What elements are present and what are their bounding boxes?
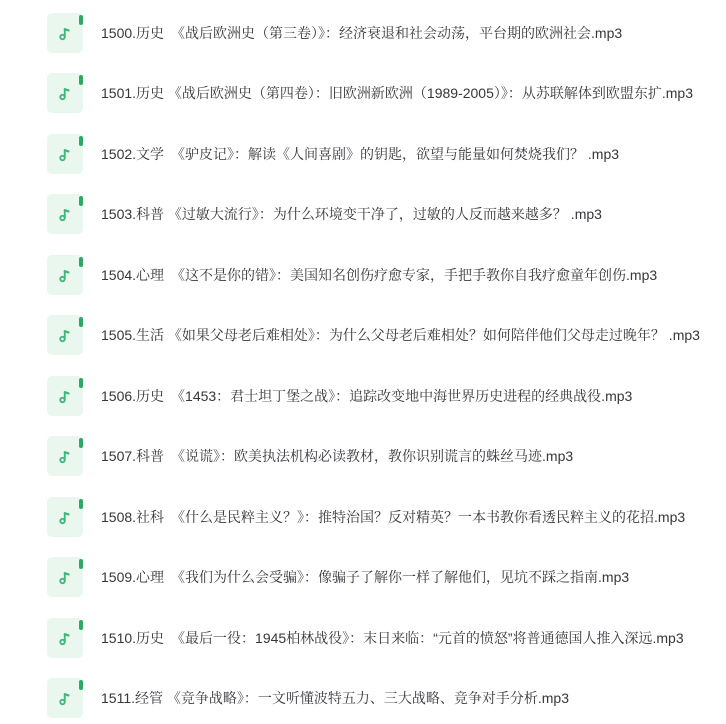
audio-file-icon [47, 255, 83, 295]
list-item[interactable] [47, 608, 726, 669]
file-name: 1508.社科 《什么是民粹主义？》：推特治国？反对精英？一本书教你看透民粹主义的花招.mp3 [101, 508, 686, 525]
file-corner-tab [79, 317, 83, 327]
music-note-icon [55, 688, 75, 708]
audio-file-icon [47, 497, 83, 537]
file-corner-tab [79, 499, 83, 509]
music-note-icon [55, 567, 75, 587]
audio-file-icon [47, 678, 83, 718]
file-name: 1502.文学 《驴皮记》：解读《人间喜剧》的钥匙，欲望与能量如何焚烧我们？ .mp3 [101, 145, 620, 162]
music-note-icon [55, 386, 75, 406]
list-item[interactable] [47, 426, 726, 487]
file-name: 1511.经管 《竞争战略》：一文听懂波特五力、三大战略、竞争对手分析.mp3 [101, 690, 570, 707]
list-item[interactable] [47, 668, 726, 724]
audio-file-icon [47, 194, 83, 234]
file-corner-tab [79, 620, 83, 630]
file-corner-tab [79, 75, 83, 85]
file-corner-tab [79, 196, 83, 206]
music-note-icon [55, 265, 75, 285]
music-note-icon [55, 23, 75, 43]
audio-file-icon [47, 13, 83, 53]
music-note-icon [55, 507, 75, 527]
list-item[interactable] [47, 547, 726, 608]
file-name: 1500.历史 《战后欧洲史（第三卷）》：经济衰退和社会动荡，平台期的欧洲社会.mp3 [101, 24, 623, 41]
music-note-icon [55, 204, 75, 224]
file-name: 1504.心理 《这不是你的错》：美国知名创伤疗愈专家，手把手教你自我疗愈童年创伤.mp3 [101, 266, 658, 283]
audio-file-icon [47, 436, 83, 476]
file-corner-tab [79, 438, 83, 448]
list-item[interactable] [47, 366, 726, 427]
file-corner-tab [79, 680, 83, 690]
file-name: 1501.历史 《战后欧洲史（第四卷）：旧欧洲新欧洲（1989-2005）》：从苏联解体到欧盟东扩.mp3 [101, 85, 693, 102]
music-note-icon [55, 446, 75, 466]
file-corner-tab [79, 378, 83, 388]
music-note-icon [55, 83, 75, 103]
list-item[interactable] [47, 124, 726, 185]
file-corner-tab [79, 136, 83, 146]
audio-file-icon [47, 557, 83, 597]
audio-file-icon [47, 73, 83, 113]
list-item[interactable] [47, 245, 726, 306]
file-name: 1506.历史 《1453：君士坦丁堡之战》：追踪改变地中海世界历史进程的经典战役.mp3 [101, 387, 633, 404]
list-item[interactable] [47, 184, 726, 245]
audio-file-icon [47, 618, 83, 658]
file-name: 1507.科普 《说谎》：欧美执法机构必读教材，教你识别谎言的蛛丝马迹.mp3 [101, 448, 574, 465]
file-corner-tab [79, 257, 83, 267]
audio-file-icon [47, 376, 83, 416]
list-item[interactable] [47, 63, 726, 124]
music-note-icon [55, 628, 75, 648]
file-name: 1509.心理 《我们为什么会受骗》：像骗子了解你一样了解他们，见坑不踩之指南.mp3 [101, 569, 630, 586]
list-item[interactable] [47, 305, 726, 366]
file-name: 1510.历史 《最后一役：1945柏林战役》：末日来临：“元首的愤怒”将普通德国人推入深远.mp3 [101, 629, 684, 646]
music-note-icon [55, 325, 75, 345]
file-name: 1505.生活 《如果父母老后难相处》：为什么父母老后难相处？如何陪伴他们父母走过晚年？ .mp3 [101, 327, 700, 344]
file-name: 1503.科普 《过敏大流行》：为什么环境变干净了，过敏的人反而越来越多？ .mp3 [101, 206, 602, 223]
audio-file-icon [47, 134, 83, 174]
file-corner-tab [79, 15, 83, 25]
list-item[interactable] [47, 487, 726, 548]
music-note-icon [55, 144, 75, 164]
audio-file-icon [47, 315, 83, 355]
list-item[interactable] [47, 3, 726, 64]
file-corner-tab [79, 559, 83, 569]
